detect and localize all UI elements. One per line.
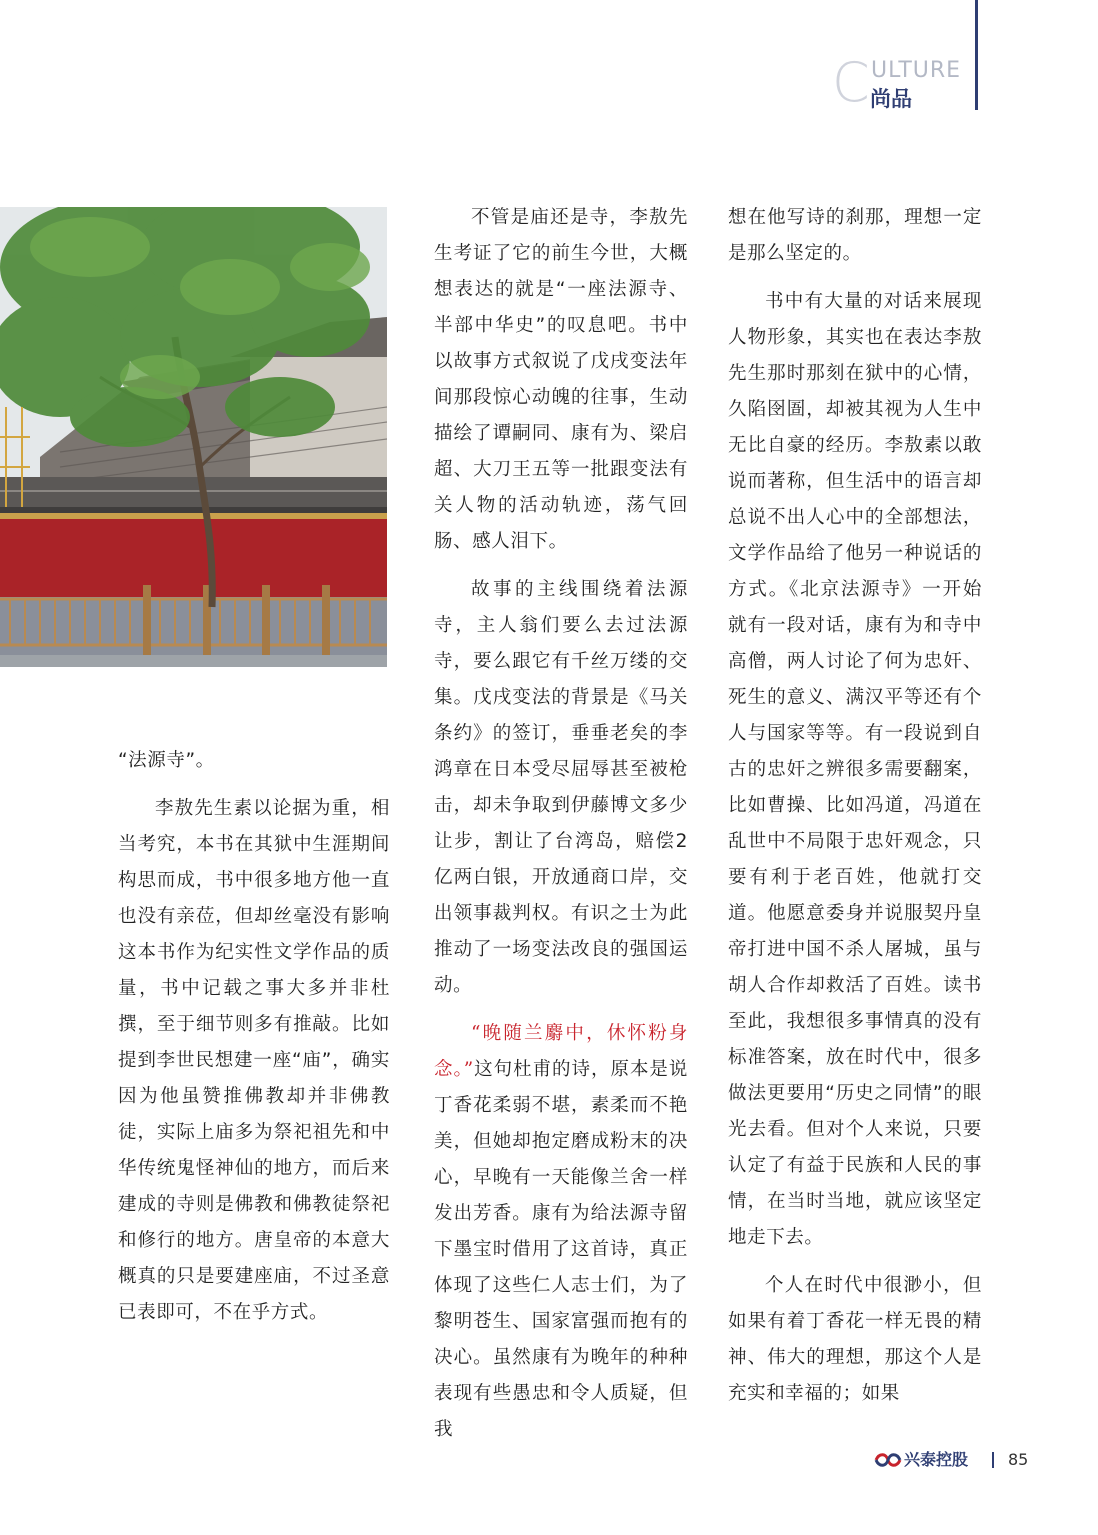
section-label-initial: C (832, 51, 870, 114)
temple-wall-photo (0, 207, 387, 667)
middle-paragraph-2: 故事的主线围绕着法源寺，主人翁们要么去过法源寺，要么跟它有千丝万缕的交集。戊戌变法的背景是《马关条约》的签订，垂垂老矣的李鸿章在日本受尽屈辱甚至被枪击，却未争取到伊藤博文多少让步，割让了台湾岛，赔偿2亿两白银，开放通商口岸，交出领事裁判权。有识之士为此推动了一场变法改良的强国运动。 (434, 579, 688, 996)
footer-separator (992, 1452, 994, 1468)
section-label-chinese: 尚品 (870, 87, 912, 111)
middle-paragraph-3 (434, 1016, 688, 1448)
temple-wall-illustration (0, 207, 387, 667)
header-rule (975, 0, 978, 110)
middle-column (434, 200, 688, 1460)
right-column (728, 200, 982, 1424)
middle-paragraph-1: 不管是庙还是寺，李敖先生考证了它的前生今世，大概想表达的就是“一座法源寺、半部中华史”的叹息吧。书中以故事方式叙说了戊戌变法年间那段惊心动魄的往事，生动描绘了谭嗣同、康有为、梁启超、大刀王五等一批跟变法有关人物的活动轨迹，荡气回肠、感人泪下。 (434, 207, 688, 552)
right-paragraph-3: 个人在时代中很渺小，但如果有着丁香花一样无畏的精神、伟大的理想，那这个人是充实和幸福的；如果 (728, 1275, 982, 1404)
page-footer (874, 1448, 1074, 1472)
poem-quote: “晚随兰麝中，休怀粉身念。” (434, 1023, 688, 1080)
xingtai-logo-icon (874, 1451, 902, 1469)
right-paragraph-2: 书中有大量的对话来展现人物形象，其实也在表达李敖先生那时那刻在狱中的心情，久陷囹圄，却被其视为人生中无比自豪的经历。李敖素以敢说而著称，但生活中的语言却总说不出人心中的全部想法，文学作品给了他另一种说话的方式。《北京法源寺》一开始就有一段对话，康有为和寺中高僧，两人讨论了何为忠奸、死生的意义、满汉平等还有个人与国家等等。有一段说到自古的忠奸之辨很多需要翻案，比如曹操、比如冯道，冯道在乱世中不局限于忠奸观念，只要有利于老百姓，他就打交道。他愿意委身并说服契丹皇帝打进中国不杀人屠城，虽与胡人合作却救活了百姓。读书至此，我想很多事情真的没有标准答案，放在时代中，很多做法更要用“历史之同情”的眼光去看。但对个人来说，只要认定了有益于民族和人民的事情，在当时当地，就应该坚定地走下去。 (728, 291, 982, 1248)
left-paragraph-2: 李敖先生素以论据为重，相当考究，本书在其狱中生涯期间构思而成，书中很多地方他一直也没有亲莅，但却丝毫没有影响这本书作为纪实性文学作品的质量，书中记载之事大多并非杜撰，至于细节则多有推敲。比如提到李世民想建一座“庙”，确实因为他虽赞推佛教却并非佛教徒，实际上庙多为祭祀祖先和中华传统鬼怪神仙的地方，而后来建成的寺则是佛教和佛教徒祭祀和修行的地方。唐皇帝的本意大概真的只是要建座庙，不过圣意已表即可，不在乎方式。 (118, 798, 390, 1323)
footer-brand: 兴泰控股 (904, 1450, 969, 1469)
right-paragraph-1: 想在他写诗的刹那，理想一定是那么坚定的。 (728, 207, 982, 264)
left-column (118, 743, 390, 1343)
left-paragraph-1: “法源寺”。 (118, 750, 215, 771)
section-label-english: ULTURE (871, 58, 962, 83)
section-label (832, 51, 972, 116)
middle-paragraph-3-text: 这句杜甫的诗，原本是说丁香花柔弱不堪，素柔而不艳美，但她却抱定磨成粉末的决心，早晚有一天能像兰舍一样发出芳香。康有为给法源寺留下墨宝时借用了这首诗，真正体现了这些仁人志士们，为了黎明苍生、国家富强而抱有的决心。虽然康有为晚年的种种表现有些愚忠和令人质疑，但我 (434, 1059, 688, 1440)
page-number: 85 (1008, 1450, 1029, 1469)
